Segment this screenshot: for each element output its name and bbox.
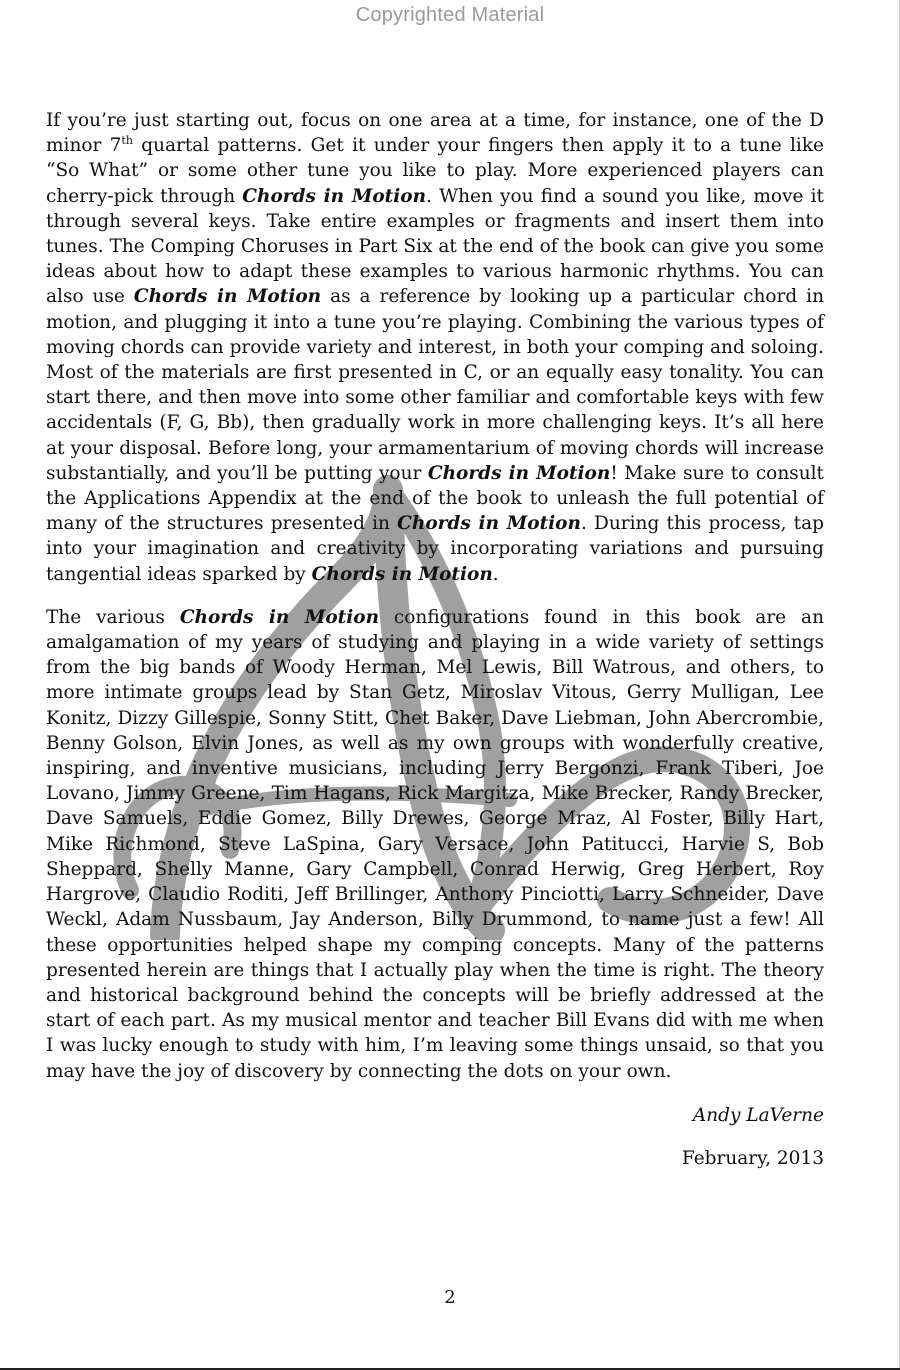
page-number: 2 <box>444 1287 456 1308</box>
paragraph-acknowledgements: The various Chords in Motion configurations found in this book are an amalgamation of my years of studying and playing in a wide variety of settings from the big bands of Woody Herman, Mel Lewis, Bill Watrous, and others, to more intimate groups lead by Stan Getz, Miroslav Vitous, Gerry Mulligan, Lee Konitz, Dizzy Gillespie, Sonny Stitt, Chet Baker, Dave Liebman, John Abercrombie, Benny Golson, Elvin Jones, as well as my own groups with wonderfully creative, inspiring, and inventive musicians, including Jerry Bergonzi, Frank Tiberi, Joe Lovano, Jimmy Greene, Tim Hagans, Rick Margitza, Mike Brecker, Randy Brecker, Dave Samuels, Eddie Gomez, Billy Drewes, George Mraz, Al Foster, Billy Hart, Mike Richmond, Steve LaSpina, Gary Versace, John Patitucci, Harvie S, Bob Sheppard, Shelly Manne, Gary Campbell, Conrad Herwig, Greg Herbert, Roy Hargrove, Claudio Roditi, Jeff Brillinger, Anthony Pinciotti, Larry Schneider, Dave Weckl, Adam Nussbaum, Jay Anderson, Billy Drummond, to name just a few! All these opportunities helped shape my comping concepts. Many of the patterns presented herein are things that I actually play when the time is right. The theory and historical background behind the concepts will be briefly addressed at the start of each part. As my musical mentor and teacher Bill Evans did with me when I was lucky enough to study with him, I’m leaving some things unsaid, so that you may have the joy of discovery by connecting the dots on your own. <box>46 606 824 1082</box>
book-title: Chords in Motion <box>397 513 581 535</box>
book-title: Chords in Motion <box>427 462 611 484</box>
signature-date: February, 2013 <box>681 1148 824 1169</box>
book-title: Chords in Motion <box>179 606 380 628</box>
copyright-notice: Copyrighted Material <box>355 4 545 26</box>
paragraph-intro: If you’re just starting out, focus on one area at a time, for instance, one of the D minor 7th quartal patterns. Get it under your fingers then apply it to a tune like “So What” or some other tune you like to play. More experienced players can cherry-pick through Chords in Motion. When you find a sound you like, move it through several keys. Take entire examples or fragments and insert them into tunes. The Comping Choruses in Part Six at the end of the book can give you some ideas about how to adapt these examples to various harmonic rhythms. You can also use Chords in Motion as a reference by looking up a particular chord in motion, and plugging it into a tune you’re playing. Combining the various types of moving chords can provide variety and interest, in both your comping and soloing. Most of the materials are first presented in C, or an equally easy tonality. You can start there, and then move into some other familiar and comfortable keys with few accidentals (F, G, Bb), then gradually work in more challenging keys. It’s all here at your disposal. Before long, your armamentarium of moving chords will increase substantially, and you’ll be putting your Chords in Motion! Make sure to consult the Applications Appendix at the end of the book to unleash the full potential of many of the structures presented in Chords in Motion. During this process, tap into your imagination and creativity by incorporating variations and pursuing tangential ideas sparked by Chords in Motion. <box>46 110 825 585</box>
author-signature: Andy LaVerne <box>692 1105 824 1126</box>
book-title: Chords in Motion <box>133 286 322 308</box>
book-title: Chords in Motion <box>242 185 427 207</box>
document-body <box>46 108 824 1084</box>
book-title: Chords in Motion <box>311 563 493 585</box>
